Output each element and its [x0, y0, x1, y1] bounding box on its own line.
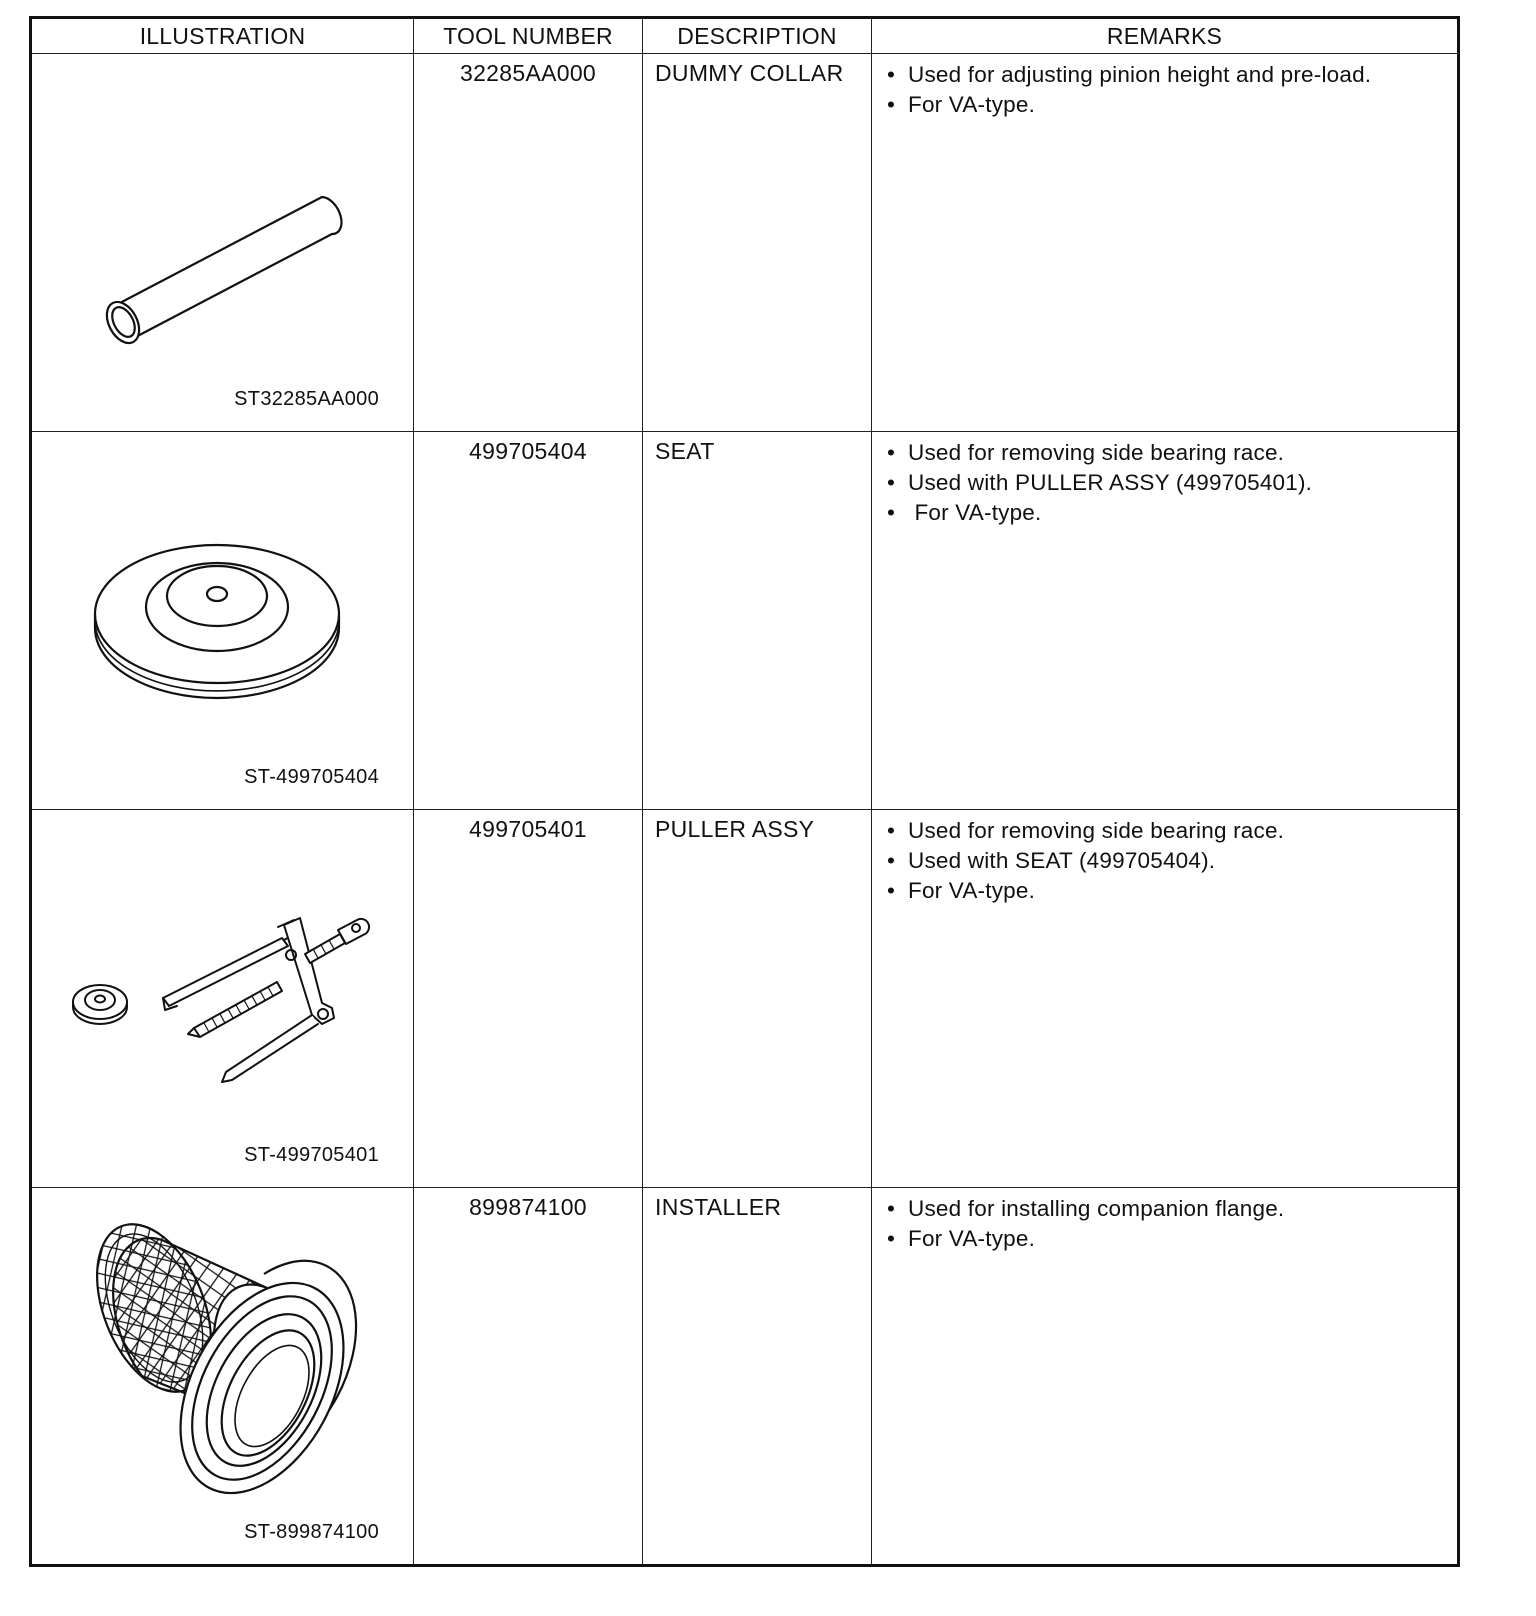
tool-number: 499705401: [414, 810, 643, 1188]
header-description: DESCRIPTION: [643, 18, 872, 54]
remarks-cell: [872, 54, 1459, 432]
remarks-cell: [872, 432, 1459, 810]
bullet: •: [887, 818, 896, 843]
table-row: [31, 54, 1459, 432]
installer-icon: [32, 1188, 415, 1558]
remark-text: Used with SEAT (499705404).: [908, 848, 1216, 873]
table-row: [31, 810, 1459, 1188]
remark-item: [880, 498, 1457, 528]
remarks-cell: [872, 1188, 1459, 1566]
illustration-code: ST-499705404: [244, 766, 379, 788]
header-tool-number: TOOL NUMBER: [414, 18, 643, 54]
remark-text: Used for adjusting pinion height and pre-load.: [908, 62, 1372, 87]
illustration-code: ST32285AA000: [234, 388, 379, 410]
remark-item: [880, 846, 1457, 876]
remarks-list: [880, 816, 1457, 906]
remark-text: Used with PULLER ASSY (499705401).: [908, 470, 1313, 495]
illustration-cell: [31, 432, 414, 810]
illustration-cell: [31, 54, 414, 432]
illustration-code: ST-499705401: [244, 1144, 379, 1166]
tool-number: 32285AA000: [414, 54, 643, 432]
bullet: •: [887, 92, 896, 117]
description: PULLER ASSY: [643, 810, 872, 1188]
tool-number: 899874100: [414, 1188, 643, 1566]
remark-item: [880, 816, 1457, 846]
bullet: •: [887, 1226, 896, 1251]
table-row: [31, 1188, 1459, 1566]
remarks-list: [880, 438, 1457, 528]
description: INSTALLER: [643, 1188, 872, 1566]
remark-item: [880, 90, 1457, 120]
remarks-list: [880, 60, 1457, 120]
bullet: •: [887, 848, 896, 873]
header-illustration: ILLUSTRATION: [31, 18, 414, 54]
remark-item: [880, 60, 1457, 90]
remark-text: For VA-type.: [908, 500, 1042, 525]
seat-icon: [32, 432, 415, 802]
header-row: [31, 18, 1459, 54]
illustration-cell: [31, 1188, 414, 1566]
description: SEAT: [643, 432, 872, 810]
remark-text: Used for installing companion flange.: [908, 1196, 1285, 1221]
remark-item: [880, 1224, 1457, 1254]
description: DUMMY COLLAR: [643, 54, 872, 432]
bullet: •: [887, 1196, 896, 1221]
bullet: •: [887, 500, 896, 525]
bullet: •: [887, 62, 896, 87]
bullet: •: [887, 470, 896, 495]
remark-text: For VA-type.: [908, 1226, 1036, 1251]
table-row: [31, 432, 1459, 810]
remark-text: For VA-type.: [908, 92, 1036, 117]
illustration-cell: [31, 810, 414, 1188]
puller-assy-icon: [32, 810, 415, 1180]
bullet: •: [887, 878, 896, 903]
remark-text: Used for removing side bearing race.: [908, 440, 1285, 465]
remark-item: [880, 1194, 1457, 1224]
tool-number: 499705404: [414, 432, 643, 810]
remark-text: For VA-type.: [908, 878, 1036, 903]
remarks-list: [880, 1194, 1457, 1254]
remark-item: [880, 468, 1457, 498]
remark-text: Used for removing side bearing race.: [908, 818, 1285, 843]
illustration-code: ST-899874100: [244, 1521, 379, 1543]
bullet: •: [887, 440, 896, 465]
dummy-collar-icon: [32, 54, 415, 424]
remark-item: [880, 438, 1457, 468]
remarks-cell: [872, 810, 1459, 1188]
header-remarks: REMARKS: [872, 18, 1459, 54]
special-tools-table: [29, 16, 1460, 1567]
remark-item: [880, 876, 1457, 906]
